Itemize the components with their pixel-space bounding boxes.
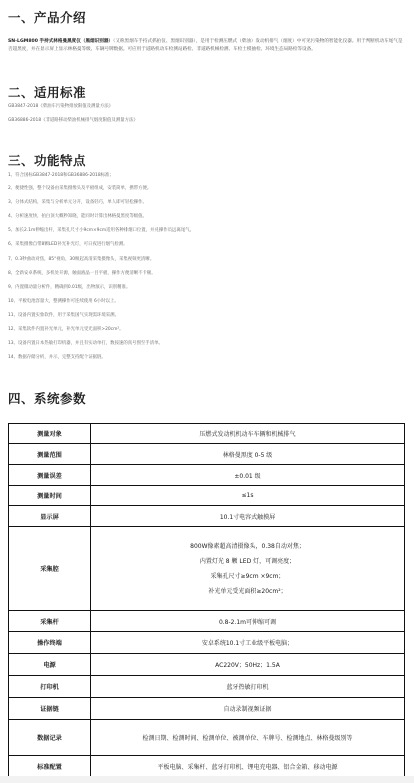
system-params-table [8,423,405,778]
standard-item: GB3847-2018《柴油车污染物排放限值及测量方法》 [8,104,113,109]
param-value [91,527,405,611]
table-row [9,506,405,527]
table-row [9,444,405,465]
feature-item: 11、设备内置实象软件，用于采集国气实现需环境采测。 [8,313,119,318]
param-value: ±0.01 级 [91,465,405,486]
feature-item: 3、分体式结构，采集与分析单元分开，设备轻巧，单人即可轻松操作。 [8,200,147,205]
section-title-features: 三、功能特点 [8,153,87,168]
param-value: AC220V；50Hz；1.5A [91,654,405,676]
param-key: 电源 [9,654,91,676]
feature-item: 13、设备内置日本热敏打印机器，并且有实动单打，数按速的真号图至手清单。 [8,341,163,346]
param-value: 0.8-2.1m可伸缩可调 [91,611,405,632]
feature-item: 6、采集摄像自带8颗LED补光补光灯，可日夜进行烟气检测。 [8,242,128,247]
product-intro-paragraph [8,38,406,53]
table-row [9,424,405,444]
param-key: 打印机 [9,676,91,698]
param-key: 采集腔 [9,527,91,611]
param-subline: 采集孔尺寸≥9cm ×9cm； [210,572,285,580]
feature-item: 12、采集软件内置补光单元，补光单元受光面积>20cm²。 [8,327,124,332]
feature-item: 2、便捷性强，整个设备由采集摄像头及平板组成，安装简单，携带方便。 [8,186,152,191]
param-value: 蓝牙热敏打印机 [91,676,405,698]
param-key: 测量对象 [9,424,91,444]
param-value: 林格曼黑度 0-5 级 [91,444,405,465]
standard-item: GB36886-2018《非道路移动柴油机械排气烟度限值及测量方法》 [8,118,138,123]
param-value: 平板电脑、采集杆、蓝牙打印机、锂电充电器、铝合金箱、移动电源 [91,756,405,778]
section-title-standards: 二、适用标准 [8,85,87,100]
param-value: 10.1寸电容式触摸屏 [91,506,405,527]
param-key: 显示屏 [9,506,91,527]
param-value: 自动录制视频证据 [91,698,405,720]
param-key: 采集杆 [9,611,91,632]
product-name: SN-LGM800 手持式林格曼黑度仪（黑烟识别器） [8,39,114,44]
param-value: 压燃式发动机机动车车辆和机械排气 [91,424,405,444]
product-description: （又称黑烟车手持式抓拍仪、黑烟识别器），是用于检测压燃式（柴油）发动机排气（烟度）中可见污染物的智能化仪器。用于判断机动车尾气是否超黑度，并在显示屏上显示林格曼等级、车辆号牌数据。可应用于道路机动车检测站路检、非道路机械检测、车检土模抽检、环境生态局路检等设备。 [8,39,403,52]
table-row [9,756,405,778]
feature-item: 9、内置微动量分析件，精确到0.01级，出物演示，识别精准。 [8,285,131,290]
param-subline: 800W像素超高清摄像头，0.38自动对焦； [190,542,305,550]
param-key: 数据记录 [9,720,91,756]
param-key: 测量范围 [9,444,91,465]
table-row [9,720,405,756]
param-key: 证据链 [9,698,91,720]
table-row [9,611,405,632]
param-value: 检测日期、检测时间、检测单位、被测单位、车牌号、检测地点、林格曼级别等 [91,720,405,756]
feature-item: 5、加长2.1m伸缩出杆，采集孔尺寸小9cm×9cm适用各种排烟口位置，并兑操作员远离尾气。 [8,228,194,233]
section-title-system-params: 四、系统参数 [8,391,87,406]
bottom-edge [0,776,414,783]
param-key: 操作终端 [9,632,91,654]
param-value: 安卓系统10.1寸工业级平板电脑； [91,632,405,654]
table-row [9,676,405,698]
section-title-product-intro: 一、产品介绍 [8,10,87,25]
param-value: ≤1s [91,486,405,506]
table-row [9,698,405,720]
table-row [9,654,405,676]
feature-item: 14、数据存储分析，并示，完整支持配个证据链。 [8,355,106,360]
param-key: 测量误差 [9,465,91,486]
feature-item: 7、0.3秒曲动对焦，85°视角，30帧起高清采集摄像头，采集视频更清晰。 [8,257,155,262]
table-row [9,486,405,506]
feature-item: 1、符合国标GB3847-2018和GB36886-2018标准； [8,173,114,178]
param-key: 测量时间 [9,486,91,506]
table-row [9,527,405,611]
feature-item: 10、平板电池容量大，整测操作可连续使用 6小时以上。 [8,299,119,304]
table-row [9,465,405,486]
feature-item: 4、分析速度快，拍白顶大概秒知晓，能同时计算出林格曼黑度等级值。 [8,214,147,219]
param-subline: 补光单元受光面积≥20cm²； [208,587,287,595]
param-key: 标准配置 [9,756,91,778]
table-row [9,632,405,654]
feature-item: 8、全新安卓系统，多机处开源，触面液晶一目平板，操作方便清晰不卡顿。 [8,271,156,276]
param-subline: 内置灯光 8 颗 LED 灯，可调亮度； [199,557,296,565]
